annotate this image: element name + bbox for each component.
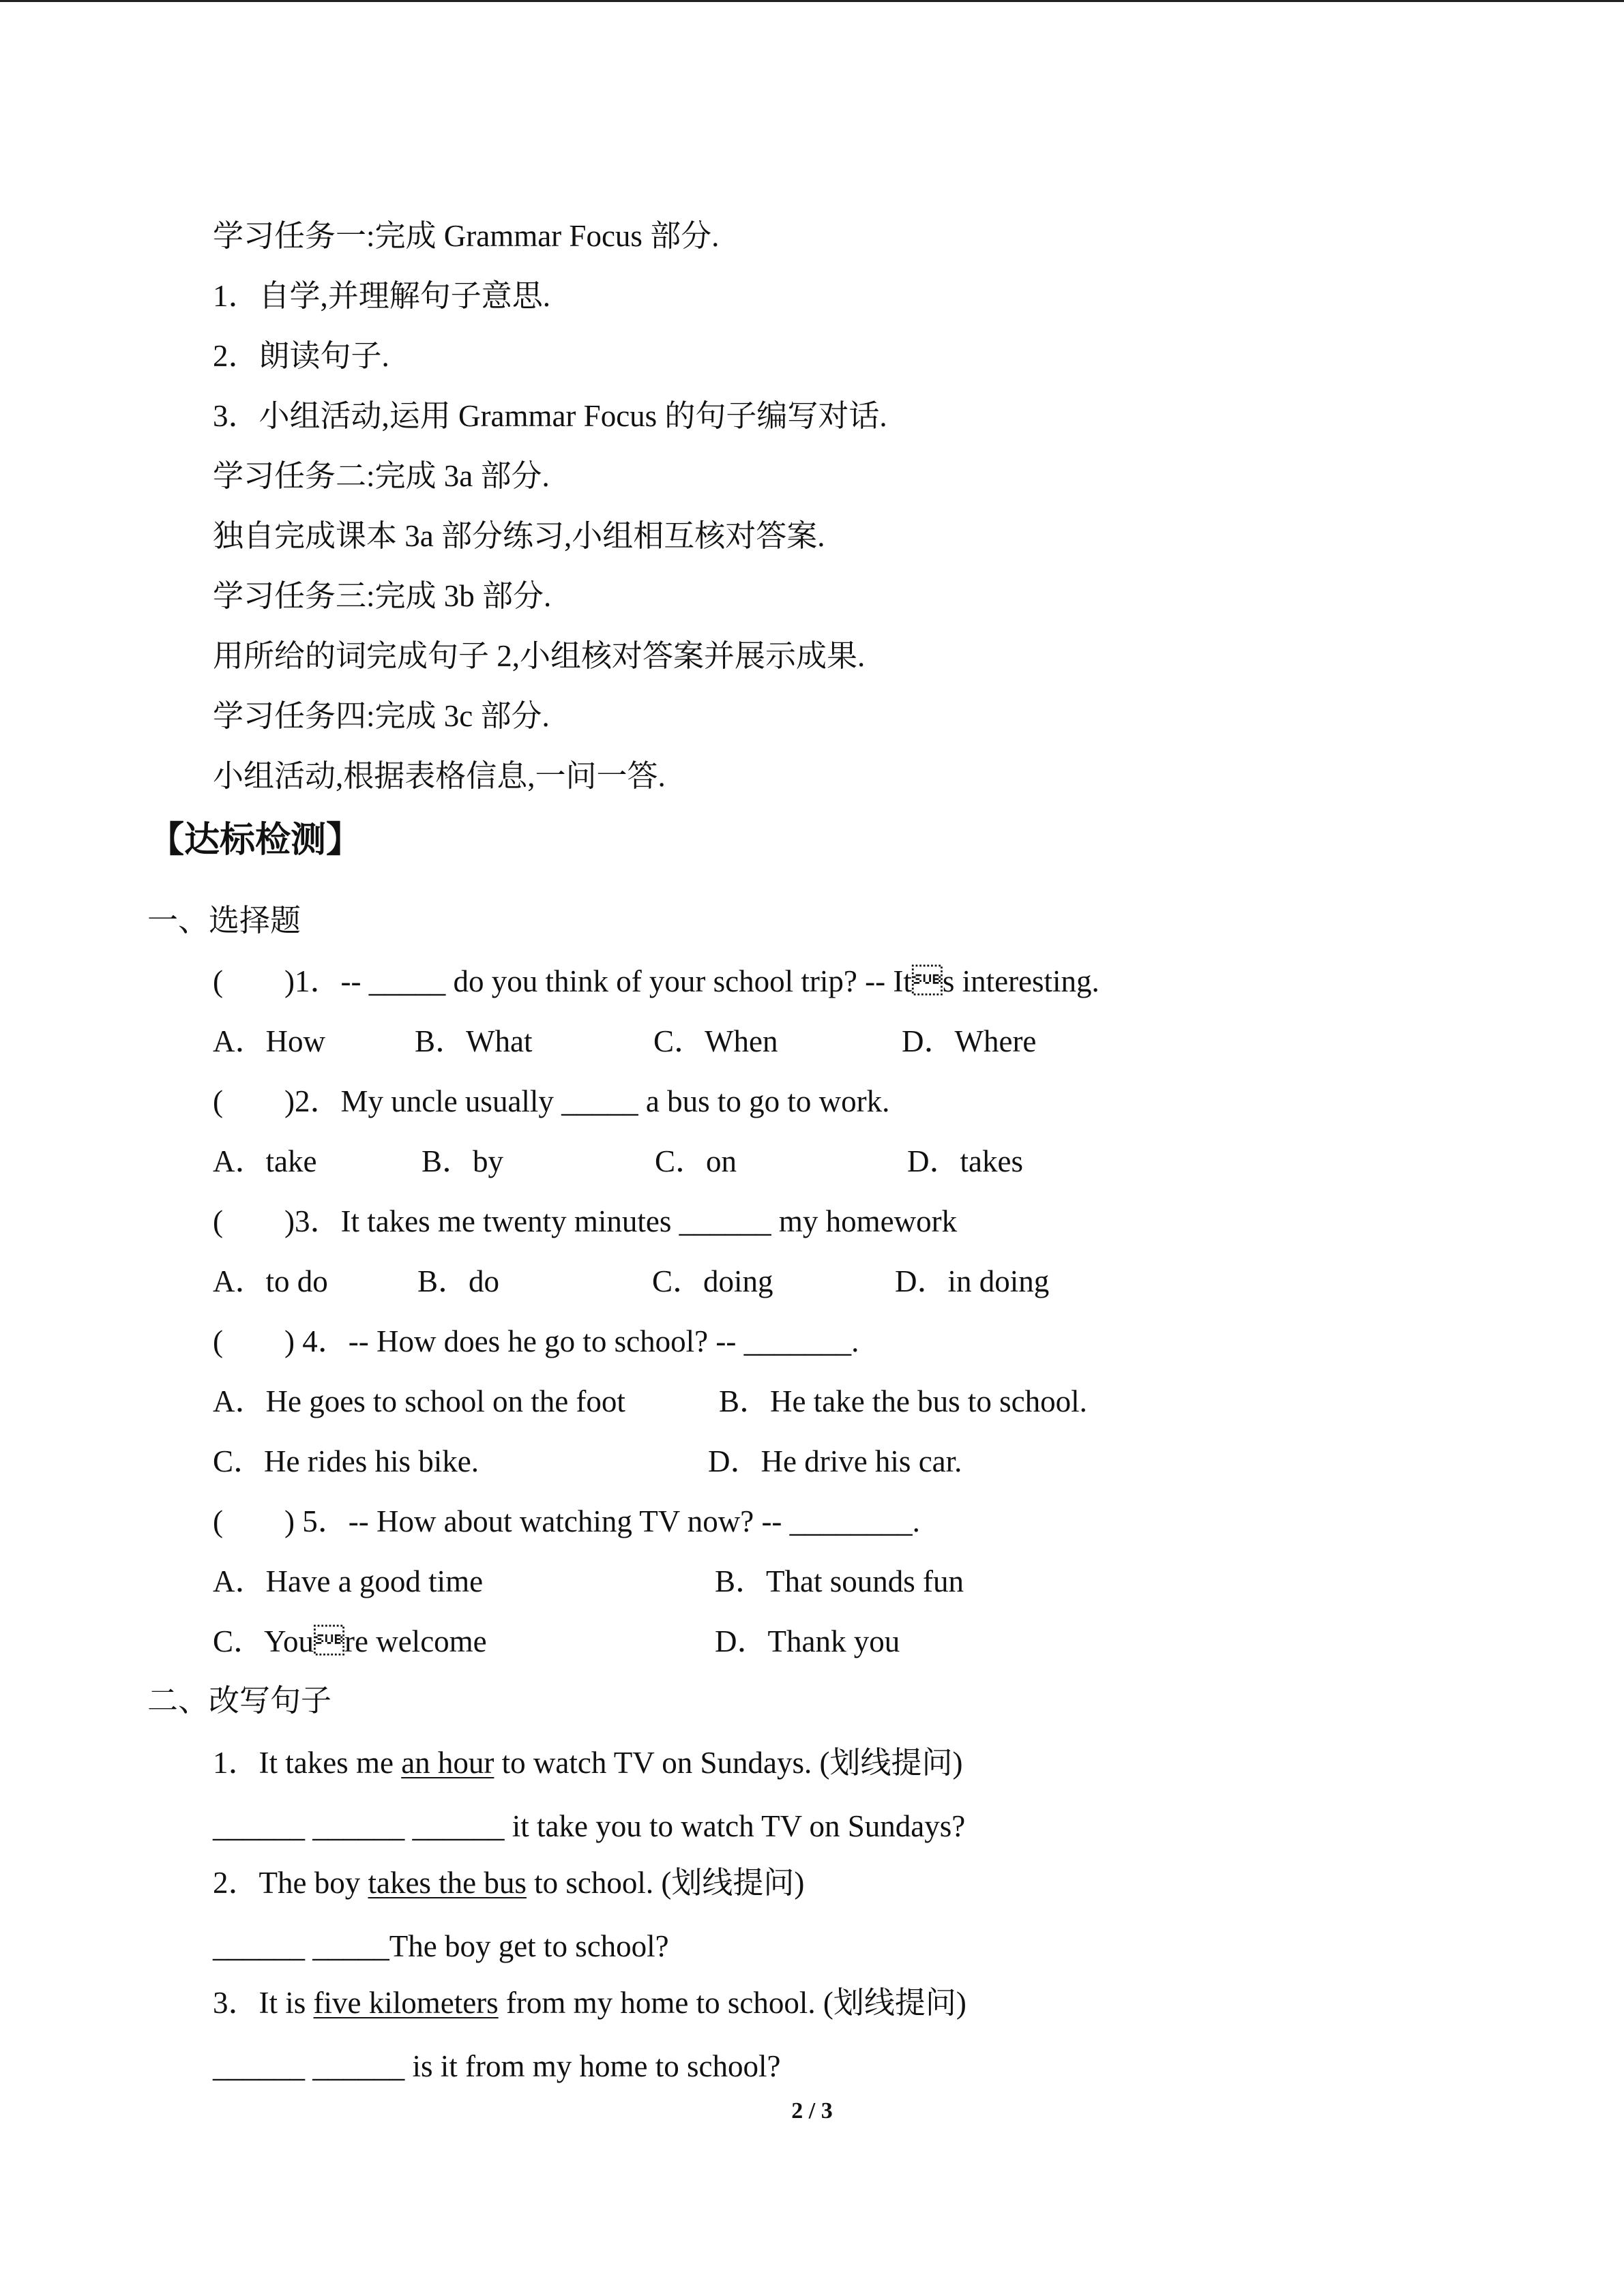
rewrite-sentence-2 bbox=[213, 1864, 804, 1902]
page-number: 2 / 3 bbox=[791, 2098, 833, 2123]
section-heading: 【达标检测】 bbox=[149, 820, 362, 861]
part2-title: 二、改写句子 bbox=[147, 1684, 332, 1718]
q1-option-d: D．Where bbox=[902, 1024, 1037, 1058]
q5-option-d: D．Thank you bbox=[715, 1624, 900, 1658]
task-1-title: 学习任务一:完成 Grammar Focus 部分. bbox=[213, 219, 720, 253]
part1-title: 一、选择题 bbox=[147, 904, 301, 938]
q3-option-a: A．to do bbox=[213, 1264, 328, 1298]
task-1-step-1: 1．自学,并理解句子意思. bbox=[213, 279, 551, 313]
rewrite-answer-2: ______ _____The boy get to school? bbox=[213, 1929, 669, 1963]
page-top-border bbox=[0, 0, 1624, 2]
q4-option-b: B．He take the bus to school. bbox=[719, 1384, 1087, 1418]
sentence-text: to watch TV on Sundays. (划线提问) bbox=[494, 1746, 963, 1780]
rewrite-answer-3: ______ ______ is it from my home to school? bbox=[213, 2049, 781, 2083]
question-5: ( ) 5．-- How about watching TV now? -- ________. bbox=[213, 1504, 920, 1538]
task-3-title: 学习任务三:完成 3b 部分. bbox=[213, 579, 552, 613]
q2-option-b: B．by bbox=[422, 1144, 504, 1178]
q4-option-c: C．He rides his bike. bbox=[213, 1444, 479, 1478]
task-1-step-2: 2．朗读句子. bbox=[213, 339, 389, 373]
task-2-text: 独自完成课本 3a 部分练习,小组相互核对答案. bbox=[213, 519, 825, 553]
q2-option-a: A．take bbox=[213, 1144, 317, 1178]
underlined-phrase: an hour bbox=[401, 1746, 494, 1780]
q5-option-a: A．Have a good time bbox=[213, 1564, 484, 1598]
q3-option-d: D．in doing bbox=[895, 1264, 1050, 1298]
q1-option-c: C．When bbox=[653, 1024, 778, 1058]
question-1: ( )1．-- _____ do you think of your school trip? -- Its interesting. bbox=[213, 964, 1099, 998]
task-2-title: 学习任务二:完成 3a 部分. bbox=[213, 459, 550, 493]
q3-option-b: B．do bbox=[417, 1264, 500, 1298]
q2-option-d: D．takes bbox=[907, 1144, 1023, 1178]
sentence-text: 1．It takes me bbox=[213, 1746, 402, 1780]
sentence-text: 3．It is bbox=[213, 1986, 314, 2020]
sentence-text: 2．The boy bbox=[213, 1866, 368, 1900]
rewrite-answer-1: ______ ______ ______ it take you to watch TV on Sundays? bbox=[213, 1809, 966, 1843]
rewrite-sentence-1 bbox=[213, 1744, 962, 1782]
sentence-text: from my home to school. (划线提问) bbox=[498, 1986, 966, 2020]
underlined-phrase: five kilometers bbox=[313, 1986, 499, 2020]
question-3: ( )3．It takes me twenty minutes ______ my homework bbox=[213, 1204, 958, 1238]
question-4: ( ) 4．-- How does he go to school? -- _______. bbox=[213, 1324, 859, 1358]
q4-option-d: D．He drive his car. bbox=[708, 1444, 962, 1478]
sentence-text: to school. (划线提问) bbox=[526, 1866, 805, 1900]
task-4-text: 小组活动,根据表格信息,一问一答. bbox=[213, 759, 666, 793]
question-2: ( )2．My uncle usually _____ a bus to go to work. bbox=[213, 1084, 890, 1118]
task-1-step-3: 3．小组活动,运用 Grammar Focus 的句子编写对话. bbox=[213, 399, 887, 433]
q4-option-a: A．He goes to school on the foot bbox=[213, 1384, 625, 1418]
q2-option-c: C．on bbox=[655, 1144, 737, 1178]
underlined-phrase: takes the bus bbox=[368, 1866, 527, 1900]
q5-option-b: B．That sounds fun bbox=[715, 1564, 964, 1598]
task-4-title: 学习任务四:完成 3c 部分. bbox=[213, 699, 550, 733]
q5-option-c: C．Youre welcome bbox=[213, 1624, 487, 1658]
q1-option-a: A．How bbox=[213, 1024, 325, 1058]
q1-option-b: B．What bbox=[415, 1024, 533, 1058]
task-3-text: 用所给的词完成句子 2,小组核对答案并展示成果. bbox=[213, 639, 866, 673]
q3-option-c: C．doing bbox=[652, 1264, 773, 1298]
rewrite-sentence-3 bbox=[213, 1984, 966, 2022]
